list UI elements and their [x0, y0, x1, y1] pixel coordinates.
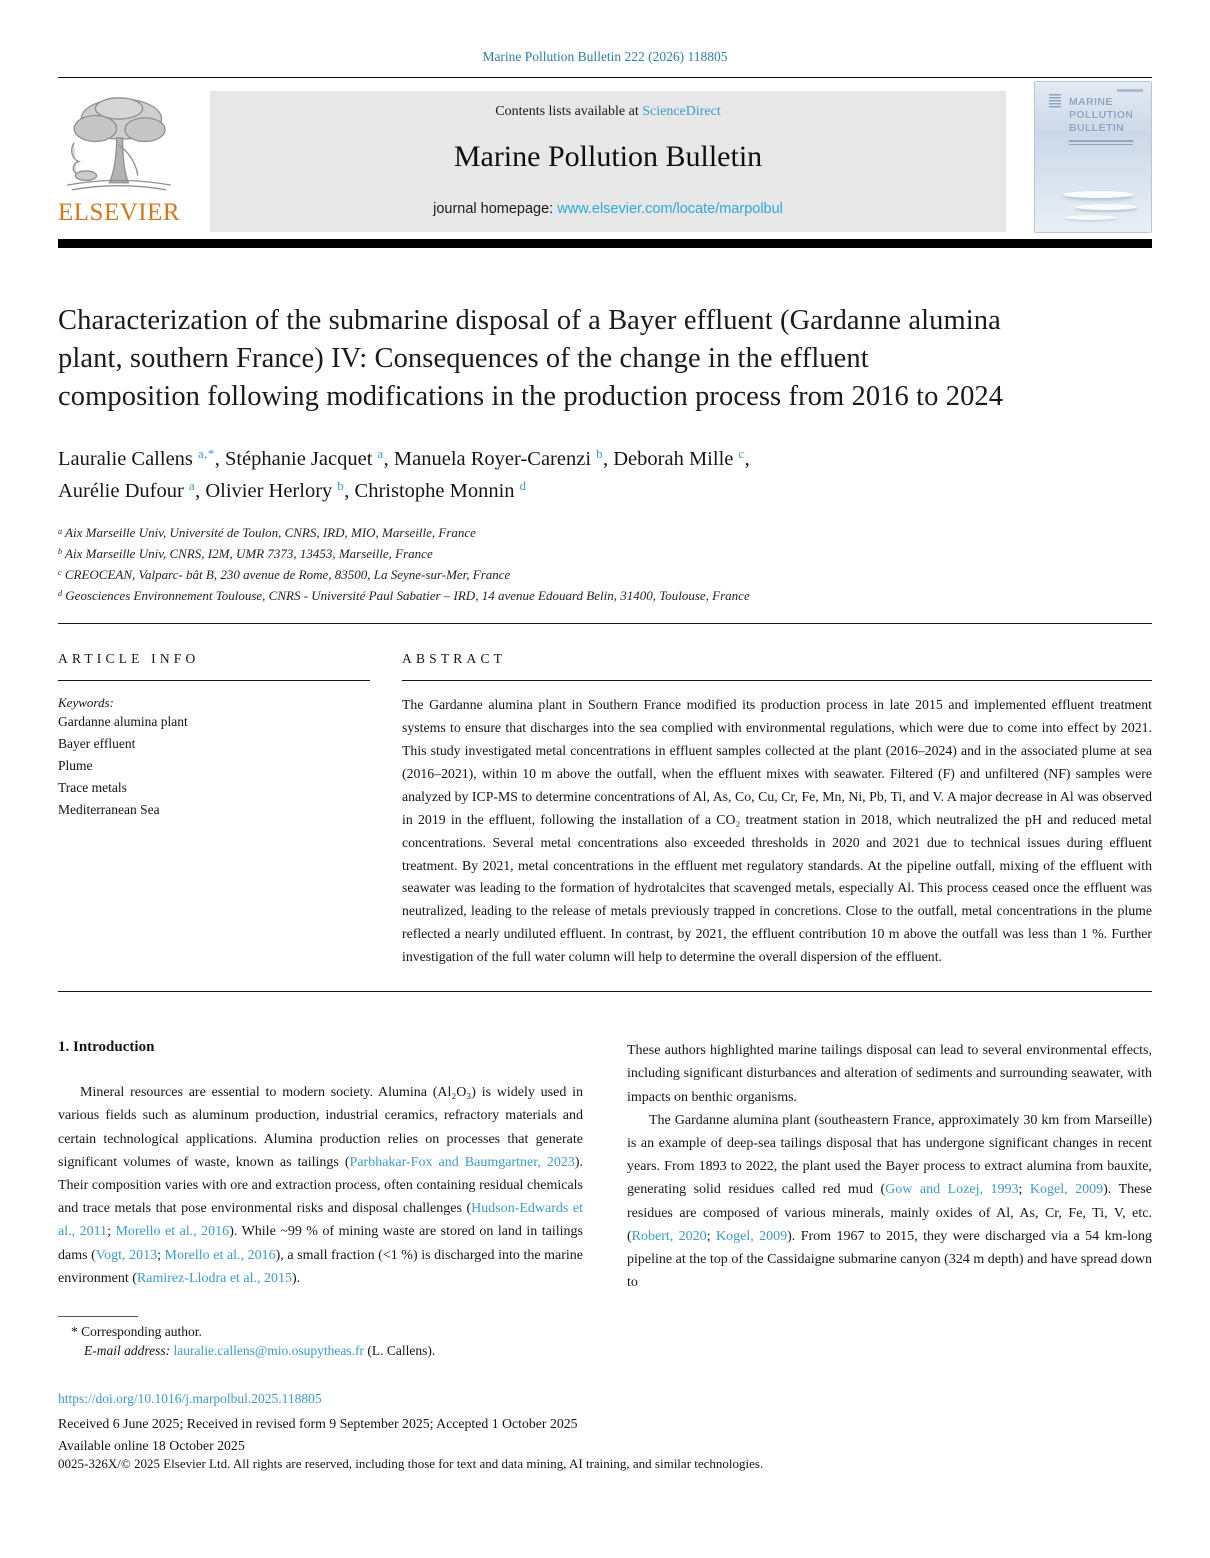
text-run: Aurélie Dufour: [58, 480, 189, 503]
text-run: , Stéphanie Jacquet: [214, 447, 378, 470]
body-paragraph: [627, 1109, 1152, 1295]
text-run: ,: [744, 447, 750, 470]
body-paragraph: [58, 1081, 583, 1290]
affiliations: [58, 523, 1152, 606]
text-run: (L. Callens).: [364, 1342, 436, 1358]
cover-subtitle-lines: [1069, 140, 1133, 147]
keyword-item: Bayer effluent: [58, 736, 136, 752]
homepage-label: journal homepage:: [433, 201, 558, 217]
text-link[interactable]: Ramirez-Llodra et al., 2015: [136, 1270, 293, 1286]
text-link[interactable]: Vogt, 2013: [95, 1247, 158, 1263]
text-run: , Christophe Monnin: [344, 480, 520, 503]
section-divider-rule: [58, 991, 1152, 992]
text-link[interactable]: Parbhakar-Fox and Baumgartner, 2023: [349, 1154, 575, 1170]
elsevier-logo: [58, 91, 210, 232]
text-run: , Manuela Royer-Carenzi: [383, 447, 597, 470]
text-run: Mineral resources are essential to modern society. Alumina (Al₂O₃) is widely used in various fields such as aluminum production, industrial ceramics, refractory materials and certain technological applications. Alumina production relies on processes that generate significant volumes of waste, known as tailings (: [58, 1085, 583, 1170]
text-run: Lauralie Callens: [58, 447, 199, 470]
introduction-section: [58, 1039, 1152, 1295]
cover-wave-graphic: [1065, 215, 1117, 220]
text-run: Aix Marseille Univ, Université de Toulon, CNRS, IRD, MIO, Marseille, France: [62, 525, 476, 541]
cover-wave-graphic: [1075, 204, 1137, 210]
affiliation-line: [58, 544, 1152, 565]
keyword-item: Trace metals: [58, 779, 127, 795]
journal-title: Marine Pollution Bulletin: [453, 140, 763, 173]
sciencedirect-link[interactable]: ScienceDirect: [642, 104, 721, 119]
text-link[interactable]: a: [377, 446, 384, 461]
text-link[interactable]: Morello et al., 2016: [115, 1224, 230, 1240]
masthead-bottom-bar: [58, 239, 1152, 248]
article-info-rule: [58, 680, 370, 681]
cover-title: MARINE POLLUTION BULLETIN: [1069, 96, 1134, 135]
available-online-line: Available online 18 October 2025: [58, 1437, 245, 1453]
article-info-heading: ARTICLE INFO: [58, 651, 200, 667]
text-run: CREOCEAN, Valparc- bât B, 230 avenue de Rome, 83500, La Seyne-sur-Mer, France: [61, 566, 511, 582]
text-run: ). While ~99 % of mining waste are stored on land in tailings dams (: [58, 1224, 583, 1263]
text-run: ;: [1018, 1182, 1030, 1198]
info-abstract-section: [58, 651, 1152, 969]
section-divider-rule: [58, 623, 1152, 624]
abstract-text: [402, 694, 1152, 969]
article-info-column: [58, 651, 370, 969]
keyword-item: Gardanne alumina plant: [58, 714, 188, 730]
keywords-label: Keywords:: [58, 695, 114, 711]
text-run: ), a small fraction (<1 %) is discharged into the marine environment (: [58, 1247, 583, 1286]
abstract-heading: ABSTRACT: [402, 651, 507, 667]
received-dates-line: Received 6 June 2025; Received in revised form 9 September 2025; Accepted 1 October 2025: [58, 1415, 578, 1431]
cover-logo-mark: [1049, 94, 1061, 109]
corresponding-author-note: * Corresponding author.: [71, 1323, 202, 1339]
text-link[interactable]: Robert, 2020: [631, 1228, 707, 1244]
doi-line: [58, 1391, 1152, 1407]
elsevier-wordmark: ELSEVIER: [58, 199, 181, 226]
abstract-rule: [402, 680, 1152, 681]
cover-issn-mark: [1117, 89, 1143, 92]
footnote-rule: [58, 1316, 138, 1317]
body-paragraph: [627, 1039, 1152, 1109]
doi-link[interactable]: https://doi.org/10.1016/j.marpolbul.2025.118805: [58, 1390, 322, 1406]
abstract-column: [402, 651, 1152, 969]
text-link[interactable]: c: [738, 446, 745, 461]
text-run: The Gardanne alumina plant in Southern France modified its production process in late 2015 and implemented effluent treatment systems to ensure that discharges into the sea complied with environmental regulations, which were due to come into effect by 2021. This study investigated metal concentrations in effluent samples collected at the plant (2016–2024) and in the associated plume at sea (2016–2021), within 10 m above the outfall, when the effluent mixes with seawater. Filtered (F) and unfiltered (NF) samples were analyzed by ICP-MS to determine concentrations of Al, As, Co, Cu, Cr, Fe, Mn, Ni, Pb, Ti, and V. A major decrease in Al was observed in 2019 in the effluent, following the installation of a CO₂ treatment station in 2018, which neutralized the pH and reduced metal concentrations. Several metal concentrations also exceeded thresholds in 2020 and 2021 due to technical issues during effluent treatment. By 2021, metal concentrations in the effluent met regulatory standards. At the pipeline outfall, mixing of the effluent with seawater was leading to the formation of hydrotalcites that scavenged metals, especially Al. This process ceased once the effluent was neutralized, leading to the release of metals previously trapped in concretions. Close to the outfall, metal concentrations in the plume reflected a nearly undiluted effluent. In contrast, by 2021, the effluent contribution 10 m above the outfall was less than 1 %. Further investigation of the full water column will help to determine the overall dispersion of the effluent.: [402, 697, 1152, 965]
text-run: d: [58, 588, 63, 598]
text-run: c: [58, 568, 62, 578]
article-title: Characterization of the submarine disposal of a Bayer effluent (Gardanne alumina plant, southern France) IV: Consequences of the change in the effluent composition following modifications in the production process from 2016 to 2024: [58, 305, 1004, 413]
journal-cover-thumbnail: [1034, 81, 1152, 233]
text-run: ). These residues are composed of various minerals, mainly oxides of Al, As, Cr, Fe, Ti, V, etc. (: [627, 1182, 1152, 1244]
journal-masthead: [58, 91, 1152, 232]
elsevier-tree-icon: [60, 93, 178, 197]
masthead-center-panel: [210, 91, 1006, 232]
text-link[interactable]: Kogel, 2009: [1029, 1182, 1104, 1198]
text-run: a: [58, 526, 63, 536]
text-run: ;: [706, 1228, 716, 1244]
text-run: These authors highlighted marine tailings disposal can lead to several environmental effects, including significant disturbances and alteration of sediments and surrounding seawater, with impacts on benthic organisms.: [627, 1043, 1152, 1105]
text-link[interactable]: b: [596, 446, 603, 461]
text-run: ;: [157, 1247, 165, 1263]
text-link[interactable]: Kogel, 2009: [716, 1228, 788, 1244]
text-link[interactable]: d: [519, 479, 527, 494]
text-run: Geosciences Environnement Toulouse, CNRS - Université Paul Sabatier – IRD, 14 avenue Edouard Belin, 31400, Toulouse, France: [62, 587, 750, 603]
cover-wave-graphic: [1063, 191, 1133, 198]
affiliation-line: [58, 586, 1152, 607]
running-head-citation: Marine Pollution Bulletin 222 (2026) 118805: [482, 49, 728, 64]
email-address-line: [58, 1343, 1152, 1359]
right-text-column: [627, 1039, 1152, 1295]
text-run: ;: [107, 1224, 116, 1240]
text-link[interactable]: Gow and Lozej, 1993: [885, 1182, 1019, 1198]
homepage-url-link[interactable]: www.elsevier.com/locate/marpolbul: [557, 201, 783, 217]
affiliation-line: [58, 523, 1152, 544]
text-run: E-mail address:: [84, 1342, 174, 1358]
footnote-block: [58, 1316, 1152, 1359]
text-run: ).: [292, 1270, 301, 1286]
keyword-item: Plume: [58, 758, 93, 774]
text-run: Aix Marseille Univ, CNRS, I2M, UMR 7373, 13453, Marseille, France: [62, 545, 433, 561]
text-run: b: [58, 547, 63, 557]
introduction-heading: 1. Introduction: [58, 1039, 155, 1056]
contents-lists-line: [210, 104, 1006, 120]
text-run: ). From 1967 to 2015, they were discharged via a 54 km-long pipeline at the top of the Cassidaigne submarine canyon (324 m depth) and have spread down to: [627, 1228, 1153, 1291]
text-link[interactable]: b: [337, 479, 345, 494]
contents-prefix-text: Contents lists available at: [495, 104, 643, 119]
affiliation-line: [58, 565, 1152, 586]
text-link[interactable]: a,*: [198, 446, 215, 461]
text-link[interactable]: Hudson-Edwards et al., 2011: [58, 1201, 583, 1240]
text-link[interactable]: Morello et al., 2016: [164, 1247, 276, 1263]
text-run: ). Their composition varies with ore and extraction process, often containing residual chemicals and trace metals that pose environmental risks and disposal challenges (: [58, 1154, 584, 1217]
header-top-rule: [58, 77, 1152, 78]
text-link[interactable]: a: [188, 479, 196, 494]
copyright-line: 0025-326X/© 2025 Elsevier Ltd. All rights are reserved, including those for text and data mining, AI training, and similar technologies.: [58, 1455, 764, 1471]
author-line-1: [58, 443, 958, 476]
author-line-2: [58, 475, 958, 508]
left-text-column: [58, 1039, 583, 1295]
author-list: [58, 443, 958, 509]
text-run: , Deborah Mille: [603, 447, 739, 470]
journal-homepage-line: [210, 201, 1006, 217]
keyword-item: Mediterranean Sea: [58, 801, 160, 817]
text-run: , Olivier Herlory: [195, 480, 338, 503]
text-run: The Gardanne alumina plant (southeastern France, approximately 30 km from Marseille) is an example of deep-sea tailings disposal that has undergone significant changes in recent years. From 1893 to 2022, the plant used the Bayer process to extract alumina from bauxite, generating solid residues called red mud (: [627, 1112, 1152, 1198]
text-link[interactable]: lauralie.callens@mio.osupytheas.fr: [173, 1342, 364, 1358]
